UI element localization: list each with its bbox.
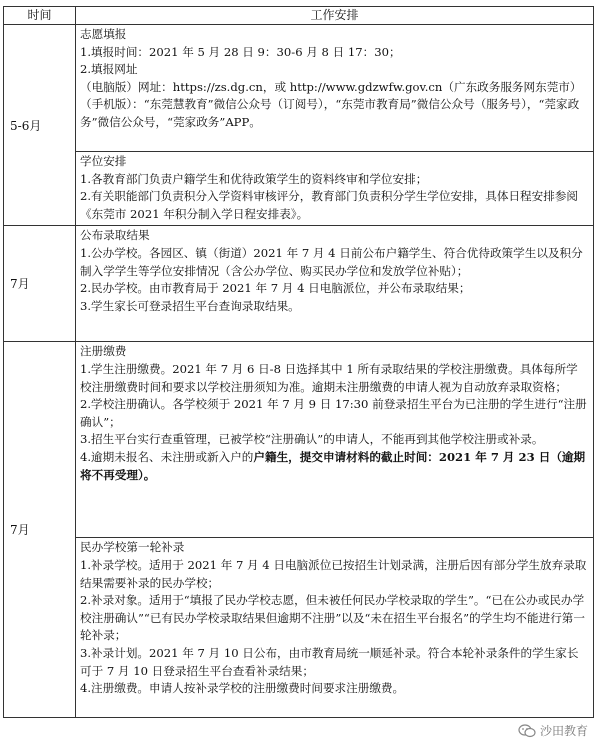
section-line: 2.民办学校。由市教育局于 2021 年 7 月 4 日电脑派位，并公布录取结果； (80, 281, 471, 296)
section-line: 4.注册缴费。申请人按补录学校的注册缴费时间要求注册缴费。 (80, 681, 405, 696)
schedule-table (3, 6, 594, 718)
section-line: 1.各教育部门负责户籍学生和优待政策学生的资料终审和学位安排； (80, 171, 428, 186)
table-row (4, 342, 594, 538)
section-line: 2.补录对象。适用于“填报了民办学校志愿，但未被任何民办学校录取的学生”。“已在公办或民办学校注册确认”“已有民办学校录取结果但逾期不注册”以及“未在招生平台报名”的学生均不能进行第一轮补录； (80, 593, 585, 643)
section-title: 志愿填报 (80, 27, 127, 41)
watermark-text: 沙田教育 (539, 724, 588, 738)
watermark (515, 721, 591, 740)
section-line: 2.有关职能部门负责积分入学资料审核评分，教育部门负责积分学生学位安排，具体日程安排参阅《东莞市 2021 年积分制入学日程安排表》。 (80, 189, 579, 221)
deadline-emphasis: 户籍生，提交申请材料的截止时间：2021 年 7 月 23 日（逾期将不再受理）。 (80, 449, 586, 482)
section-private-school-supplement (76, 538, 594, 718)
section-line: 1.学生注册缴费。2021 年 7 月 6 日-8 日选择其中 1 所有录取结果的学校注册缴费。具体每所学校注册缴费时间和要求以学校注册须知为准。逾期未注册缴费的申请人视为自动放弃录取资格； (80, 361, 578, 394)
section-line: 1.填报时间：2021 年 5 月 28 日 9：30-6 月 8 日 17：30； (80, 44, 401, 59)
section-title: 学位安排 (80, 154, 127, 168)
section-volunteer-filling (76, 25, 594, 152)
section-line: 3.补录计划。2021 年 7 月 10 日公布，由市教育局统一顺延补录。符合本轮补录条件的学生家长可于 7 月 10 日登录招生平台查看补录结果； (80, 645, 579, 678)
section-registration-payment (76, 342, 594, 538)
section-line: 2.学校注册确认。各学校须于 2021 年 7 月 9 日 17:30 前登录招生平台为已注册的学生进行“注册确认”； (80, 397, 587, 429)
wechat-icon (518, 724, 536, 738)
section-admission-results (76, 226, 594, 342)
time-cell: 7月 (4, 226, 76, 342)
section-line: 1.补录学校。适用于 2021 年 7 月 4 日电脑派位已按招生计划录满，注册后因有部分学生放弃录取结果需要补录的民办学校； (80, 557, 587, 590)
header-arrangement: 工作安排 (76, 7, 594, 25)
section-line: （手机版）：“东莞慧教育”微信公众号（订阅号），“东莞市教育局”微信公众号（服务号），“莞家政务”微信公众号，“莞家政务”APP。 (80, 97, 580, 129)
section-degree-arrangement (76, 152, 594, 226)
time-cell: 5-6月 (4, 25, 76, 226)
section-line: （电脑版）网址：https://zs.dg.cn，或 http://www.gdzwfw.gov.cn（广东政务服务网东莞市） (80, 79, 582, 94)
table-row (4, 152, 594, 226)
section-line: 2.填报网址 (80, 62, 138, 77)
section-line: 3.学生家长可登录招生平台查询录取结果。 (80, 298, 300, 313)
section-title: 注册缴费 (80, 344, 127, 359)
table-row (4, 226, 594, 342)
section-line: 3.招生平台实行查重管理，已被学校“注册确认”的申请人，不能再到其他学校注册或补录。 (80, 432, 544, 447)
table-row (4, 25, 594, 152)
section-line: 1.公办学校。各园区、镇（街道）2021 年 7 月 4 日前公布户籍学生、符合优待政策学生以及积分制入学学生等学位安排情况（含公办学位、购买民办学位和发放学位补贴）； (80, 245, 583, 278)
deadline-prefix: 4.逾期未报名、未注册或新入户的 (80, 449, 254, 464)
header-time: 时间 (4, 7, 76, 25)
section-title: 公布录取结果 (80, 228, 150, 243)
section-title: 民办学校第一轮补录 (80, 540, 185, 555)
table-header-row (4, 7, 594, 25)
section-line (80, 449, 589, 484)
time-cell: 7月 (4, 342, 76, 718)
table-row (4, 538, 594, 718)
